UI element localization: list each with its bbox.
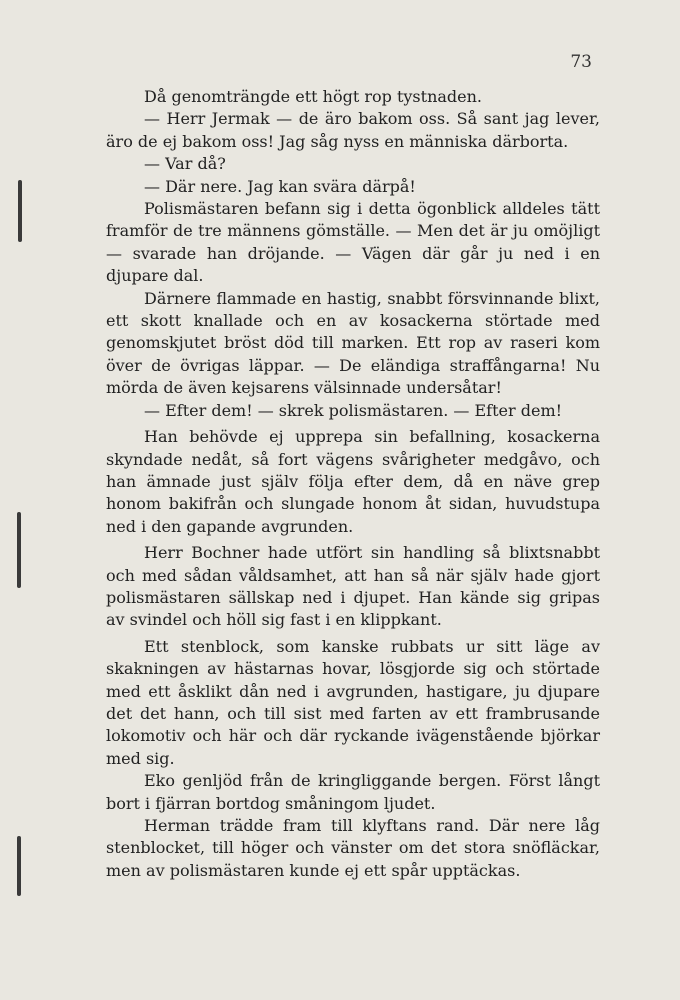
- page-edge-mark-3: [17, 836, 21, 896]
- paragraph: Då genomträngde ett högt rop tystnaden.: [144, 87, 483, 106]
- paragraph: Han behövde ej upprepa sin befallning, kosackerna skyndade nedåt, så fort vägens svårigheter medgåvo, och han ämnade just själv följa efter dem, då en näve grep honom bakifrån och slungade honom åt sidan, huvudstupa ned i den gapande avgrunden.: [106, 427, 600, 536]
- page-edge-mark-2: [17, 512, 21, 588]
- paragraph: Eko genljöd från de kringliggande bergen. Först långt bort i fjärran bortdog småningom ljudet.: [106, 771, 600, 813]
- page-number: 73: [570, 52, 592, 72]
- page-edge-mark-1: [18, 180, 22, 242]
- paragraph: — Efter dem! — skrek polismästaren. — Efter dem!: [144, 400, 563, 420]
- book-text: [106, 86, 600, 882]
- paragraph: Ett stenblock, som kanske rubbats ur sitt läge av skakningen av hästarnas hovar, lösgjorde sig och störtade med ett åsklikt dån ned i avgrunden, hastigare, ju djupare det det hann, och till sist med farten av ett frambrusande lokomotiv och här och där ryckande ivägenstående björkar med sig.: [106, 636, 600, 768]
- paragraph: Därnere flammade en hastig, snabbt försvinnande blixt, ett skott knallade och en av kosackerna störtade med genomskjutet bröst död till marken. Ett rop av raseri kom över de övrigas läppar. — De eländiga straffångarna! Nu mörda de även kejsarens välsinnade undersåtar!: [106, 288, 600, 398]
- paragraph: — Var då?: [144, 154, 226, 174]
- paragraph: — Där nere. Jag kan svära därpå!: [144, 176, 416, 196]
- paragraph: Herr Bochner hade utfört sin handling så blixtsnabbt och med sådan våldsamhet, att han så när själv hade gjort polismästaren sällskap ned i djupet. Han kände sig gripas av svindel och höll sig fast i en klippkant.: [106, 543, 600, 630]
- paragraph: — Herr Jermak — de äro bakom oss. Så sant jag lever, äro de ej bakom oss! Jag såg nyss en människa därborta.: [106, 109, 600, 151]
- paragraph: Herman trädde fram till klyftans rand. Där nere låg stenblocket, till höger och vänster om det stora snöfläckar, men av polismästaren kunde ej ett spår upptäckas.: [106, 816, 600, 880]
- paragraph: Polismästaren befann sig i detta ögonblick alldeles tätt framför de tre männens gömställe. — Men det är ju omöjligt — svarade han dröjande. — Vägen där går ju ned i en djupare dal.: [106, 199, 600, 286]
